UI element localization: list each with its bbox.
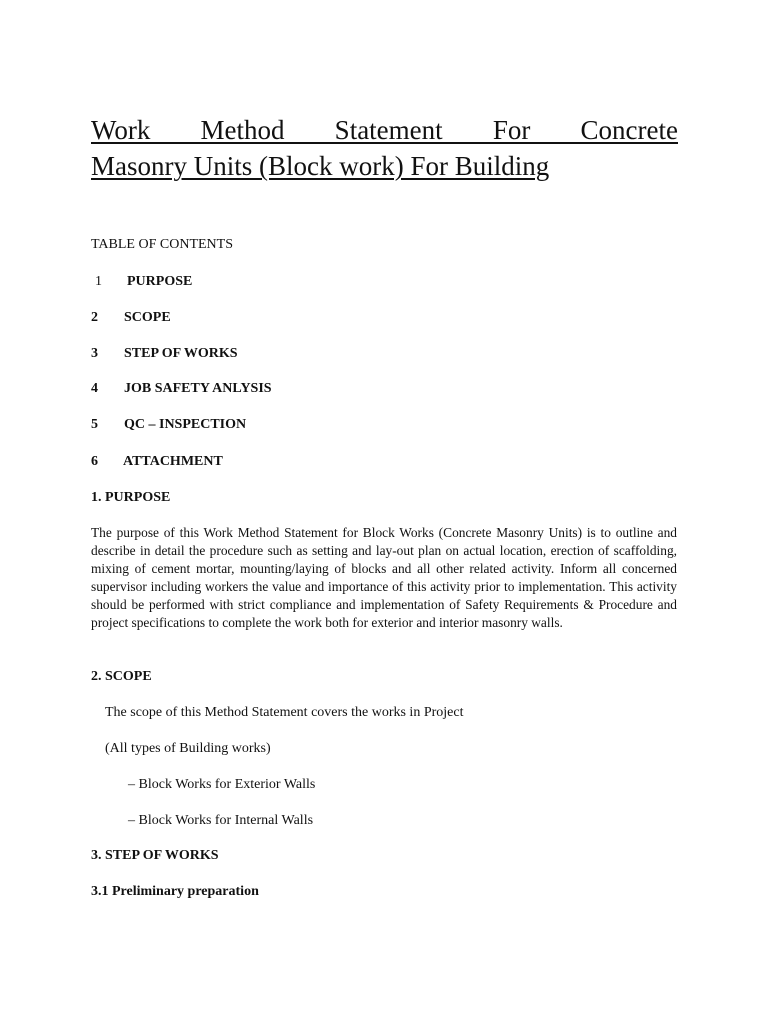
- section-heading-scope: 2. SCOPE: [91, 669, 152, 684]
- toc-item-purpose: PURPOSE: [127, 274, 193, 289]
- toc-number: 3: [91, 346, 98, 361]
- purpose-paragraph: The purpose of this Work Method Statement for Block Works (Concrete Masonry Units) is to outline and describe in detail the procedure such as setting and lay-out plan on actual location, erection of scaffolding, mixing of cement mortar, mounting/laying of blocks and all other related activity. Inform all concerned supervisor including workers the value and importance of this activity prior to implementation. This activity should be performed with strict compliance and implementation of Safety Requirements & Procedure and project specifications to complete the work both for exterior and interior masonry walls.: [91, 525, 677, 630]
- toc-item-step-of-works: STEP OF WORKS: [124, 346, 238, 361]
- toc-number: 1: [95, 274, 102, 289]
- toc-number: 5: [91, 417, 98, 432]
- toc-item-job-safety: JOB SAFETY ANLYSIS: [124, 381, 272, 396]
- scope-line: (All types of Building works): [105, 741, 271, 756]
- title-line-2: Masonry Units (Block work) For Building: [91, 151, 550, 181]
- toc-item-attachment: ATTACHMENT: [123, 454, 223, 469]
- toc-heading: TABLE OF CONTENTS: [91, 237, 233, 252]
- toc-number: 2: [91, 310, 98, 325]
- toc-item-scope: SCOPE: [124, 310, 171, 325]
- toc-number: 6: [91, 454, 98, 469]
- scope-list-item: – Block Works for Internal Walls: [128, 813, 314, 828]
- toc-item-qc-inspection: QC – INSPECTION: [124, 417, 247, 432]
- title-line-1: Work Method Statement For Concrete: [91, 115, 678, 145]
- scope-line: The scope of this Method Statement covers the works in Project: [105, 705, 464, 720]
- document-title: [91, 112, 678, 184]
- section-heading-step-of-works: 3. STEP OF WORKS: [91, 848, 219, 863]
- scope-list-item: – Block Works for Exterior Walls: [128, 777, 316, 792]
- subsection-heading-preliminary: 3.1 Preliminary preparation: [91, 884, 259, 899]
- section-heading-purpose: 1. PURPOSE: [91, 490, 171, 505]
- toc-number: 4: [91, 381, 98, 396]
